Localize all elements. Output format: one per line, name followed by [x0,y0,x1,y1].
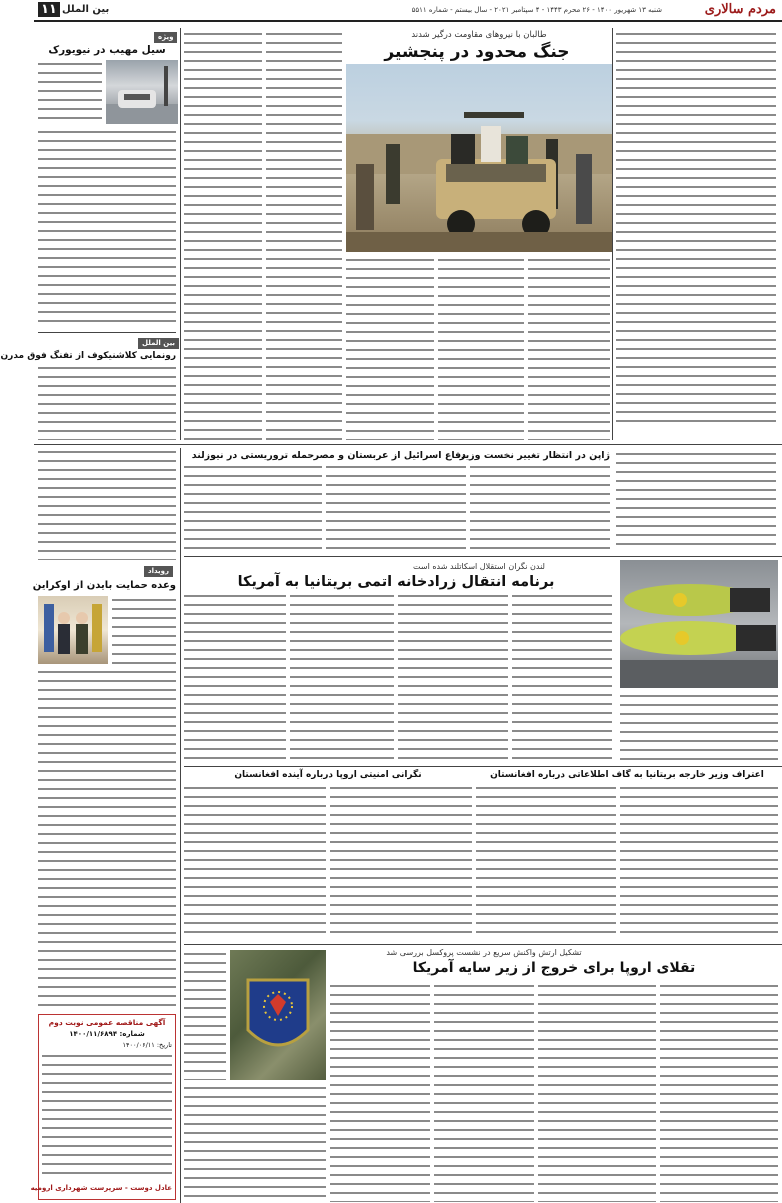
uk-story-text-col1 [512,592,612,762]
section-divider [184,556,782,557]
section-divider [184,944,782,945]
issue-meta: شنبه ۱۳ شهریور ۱۴۰۰ - ۲۶ محرم ۱۴۴۳ - ۴ سپتامبر ۲۰۲۱ - سال بیستم - شماره ۵۵۱۱ [411,6,662,14]
korea-story-title: رونمایی کلاشنیکوف از تفنگ فوق مدرن [0,351,176,361]
taliban-humvee-photo [346,64,612,252]
nz-story-text [184,463,322,551]
nyc-story-text-side [38,60,102,124]
ukraine-story-tag: رویداد [144,566,173,577]
tender-ad-number: شماره: ۱۴۰۰/۱۱/۶۸۹۴ [69,1030,145,1038]
top-story-title: جنگ محدود در پنجشیر [384,42,570,62]
nz-story-title: حمله تروریستی در نیوزلند [191,450,315,461]
confession-story-title: اعتراف وزیر خارجه بریتانیا به گاف اطلاعاتی درباره افغانستان [490,770,764,780]
eu-story-kicker: تشکیل ارتش واکنش سریع در نشست پروکسل بررسی شد [386,948,582,957]
top-story-text-col3 [346,256,434,440]
top-right-column-text [616,30,776,422]
left-column-text-mid [38,448,176,560]
israel-story-text [326,463,466,551]
pm-story-text [470,463,610,551]
uk-story-text-under-photo [620,692,778,762]
top-story-text-col1 [528,256,610,440]
uk-story-text-col3 [290,592,394,762]
tender-ad-date: تاریخ: ۱۴۰۰/۰۶/۱۱ [122,1041,172,1049]
nyc-story-title: سیل مهیب در نیویورک [48,44,166,56]
missile-illustration [620,560,778,688]
eu-story-text-col4 [330,982,430,1202]
korea-story-text [38,364,176,440]
eu-story-text-col6 [184,950,226,1080]
eu-concern-story-text-col1 [330,784,472,940]
story-divider [38,332,176,333]
masthead [34,0,782,22]
eu-story-text-col5 [184,1084,326,1202]
flood-car-illustration [106,60,178,124]
humvee-illustration [346,64,612,252]
nyc-flood-photo [106,60,178,124]
eu-concern-story-text-col2 [184,784,326,940]
pm-story-title: ژاپن در انتظار تغییر نخست وزیر [459,450,610,461]
nuclear-warhead-photo [620,560,778,688]
nyc-story-text [38,128,176,328]
nyc-story-tag: ویژه [154,32,177,43]
column-divider [180,448,181,1203]
eu-patch-illustration [230,950,326,1080]
eu-story-title: تقلای اروپا برای خروج از زیر سایه آمریکا [412,960,696,976]
uk-story-kicker: لندن نگران استقلال اسکاتلند شده است [413,562,545,571]
top-story-text-col2 [438,256,524,440]
page-number: ۱۱ [38,2,60,17]
top-story-kicker: طالبان با نیروهای مقاومت درگیر شدند [411,30,547,40]
eu-concern-story-title: نگرانی امنیتی اروپا درباره آینده افغانستان [234,770,422,780]
column-divider [612,28,613,440]
israel-story-title: دفاع اسرائیل از عربستان و مصر [313,450,466,461]
uk-story-text-col2 [398,592,508,762]
tender-ad-text [42,1052,172,1180]
uk-story-text-col4 [184,592,286,762]
right-column-text-2 [616,450,776,552]
tender-ad-title: آگهی مناقصه عمومی نوبت دوم [48,1018,166,1027]
section-divider [184,766,782,767]
tender-ad-footer: عادل دوست - سرپرست شهرداری ارومیه [30,1184,172,1192]
confession-story-text-col1 [620,784,778,940]
ukraine-story-text-side [112,596,176,664]
confession-story-text-col2 [476,784,616,940]
korea-story-tag: بین الملل [138,338,179,349]
uk-story-title: برنامه انتقال زرادخانه اتمی بریتانیا به آمریکا [237,574,555,590]
top-story-cont-col1 [266,30,342,440]
handshake-illustration [38,596,108,664]
eu-story-text-col1 [660,982,778,1202]
ukraine-story-title: وعده حمایت بایدن از اوکراین [32,580,176,591]
ukraine-story-text [38,668,176,1010]
biden-zelensky-photo [38,596,108,664]
eu-story-text-col3 [434,982,534,1202]
section-name: بین الملل [62,4,110,15]
newspaper-logo: مردم سالاری [704,2,776,17]
top-story-cont-col2 [184,30,262,440]
eu-story-text-col2 [538,982,656,1202]
column-divider [180,28,181,440]
eu-soldier-patch-photo [230,950,326,1080]
section-divider [34,444,782,445]
